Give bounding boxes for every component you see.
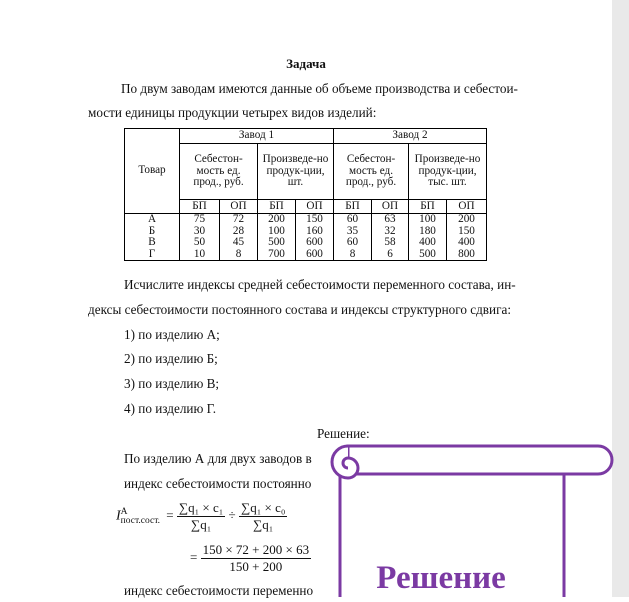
index-symbol: I [116,508,121,524]
table-cell: 32 [372,226,409,238]
header-op: ОП [220,200,258,214]
table-cell-product: Б [125,226,180,238]
scroll-label: Решение [376,560,506,596]
solution-line-3: индекс себестоимости переменно [124,583,314,598]
solution-line-2: индекс себестоимости постоянно [124,476,312,491]
table-cell: 500 [409,249,447,261]
table-cell: 45 [220,237,258,249]
header-op: ОП [296,200,334,214]
table-row [125,214,487,226]
task-item-3: 3) по изделию В; [124,376,220,391]
table-cell: 10 [180,249,220,261]
table-cell: 400 [447,237,487,249]
solution-heading: Решение: [317,426,370,441]
table-cell: 150 [447,226,487,238]
header-plant-1: Завод 1 [180,129,334,144]
table-cell: 600 [296,237,334,249]
task-item-4: 4) по изделию Г. [124,401,217,416]
table-cell: 500 [258,237,296,249]
data-table [124,128,487,261]
header-p1-prod: Произведе-но продук-ции, шт. [258,144,334,200]
fraction-3-den: 150 + 200 [229,559,283,574]
fraction-2-num: ∑q₁ × c₀ [240,500,286,515]
fraction-1-den: ∑q₁ [190,517,212,532]
fraction-1-num: ∑q₁ × c₁ [178,500,224,515]
fraction-2-den: ∑q₁ [253,517,274,532]
table-cell: 600 [296,249,334,261]
task-item-2: 2) по изделию Б; [124,351,218,366]
table-cell: 100 [258,226,296,238]
task-line-2: дексы себестоимости постоянного состава и индексы структурного сдвига: [88,302,512,317]
header-p2-cost: Себестон-мость ед. прод., руб. [334,144,409,200]
table-cell: 58 [372,237,409,249]
intro-line-2: мости единицы продукции четырех видов изделий: [88,105,377,120]
equals-sign: = [190,549,198,565]
table-cell: 72 [220,214,258,226]
table-cell: 6 [372,249,409,261]
header-op: ОП [372,200,409,214]
header-product: Товар [125,129,180,214]
header-bp: БП [409,200,447,214]
table-cell: 180 [409,226,447,238]
header-p1-cost: Себестон-мость ед. прод., руб. [180,144,258,200]
formula-line-1 [116,500,287,533]
table-cell: 28 [220,226,258,238]
header-plant-2: Завод 2 [334,129,487,144]
table-cell: 35 [334,226,372,238]
table-cell: 50 [180,237,220,249]
table-cell-product: Г [125,249,180,261]
header-p2-prod: Произведе-но продук-ции, тыс. шт. [409,144,487,200]
solution-line-1: По изделию А для двух заводов в [124,451,312,466]
table-cell: 100 [409,214,447,226]
table-cell: 800 [447,249,487,261]
page-title: Задача [286,56,326,71]
table-cell: 8 [334,249,372,261]
intro-line-1: По двум заводам имеются данные об объеме производства и себестои- [121,81,518,96]
index-sub: пост.сост. [120,515,161,526]
table-body [125,214,487,261]
table-cell-product: В [125,237,180,249]
table-cell-product: А [125,214,180,226]
fraction-2 [239,500,287,533]
solution-scroll-banner [326,438,616,597]
index-sup: А [120,506,128,517]
table-cell: 60 [334,214,372,226]
fraction-3 [201,542,312,575]
table-cell: 200 [258,214,296,226]
header-bp: БП [334,200,372,214]
header-op: ОП [447,200,487,214]
fraction-3-num: 150 × 72 + 200 × 63 [202,542,310,557]
table-cell: 200 [447,214,487,226]
table-row [125,249,487,261]
table-cell: 60 [334,237,372,249]
table-cell: 8 [220,249,258,261]
table-cell: 30 [180,226,220,238]
equals-sign: = [166,507,174,523]
task-item-1: 1) по изделию А; [124,327,220,342]
table-cell: 75 [180,214,220,226]
table-row [125,237,487,249]
fraction-1 [177,500,225,533]
table-cell: 700 [258,249,296,261]
table-cell: 150 [296,214,334,226]
header-bp: БП [180,200,220,214]
table-cell: 400 [409,237,447,249]
divide-sign: ÷ [228,507,236,523]
table-cell: 63 [372,214,409,226]
formula-line-2 [190,542,311,575]
table-cell: 160 [296,226,334,238]
task-line-1: Исчислите индексы средней себестоимости переменного состава, ин- [124,277,516,292]
header-bp: БП [258,200,296,214]
